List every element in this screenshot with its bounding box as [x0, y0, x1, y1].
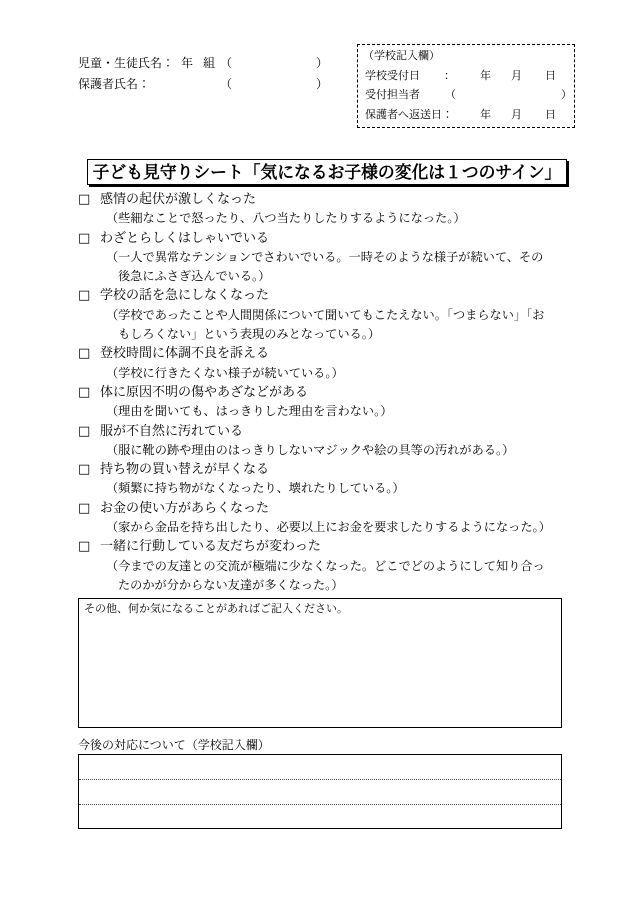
class-label: 組 [203, 56, 216, 70]
school-box-title: （学校記入欄） [363, 49, 440, 62]
checklist-item-label: 学校の話を急にしなくなった [100, 288, 270, 304]
checklist-item-label-line [0, 460, 640, 479]
checkbox: □ [78, 192, 91, 207]
checklist-item-label-line [0, 286, 640, 305]
guardian-name-paren-open: （ [220, 77, 233, 91]
other-concerns-prompt: その他、何か気になることがあればご記入ください。 [84, 602, 348, 615]
checklist-item-label: お金の使い方があらくなった [100, 500, 270, 516]
checklist-item [0, 286, 640, 344]
checkbox: □ [78, 539, 91, 555]
other-concerns-box [78, 598, 562, 728]
received-day-label: 日 [545, 69, 556, 82]
student-name-paren-close: ） [316, 56, 329, 70]
received-month-label: 月 [511, 69, 522, 82]
school-use-box [357, 44, 575, 128]
returned-month-label: 月 [511, 108, 522, 121]
checklist-item-label: 一緒に行動している友だちが変わった [100, 539, 321, 555]
checklist-item-label-line [0, 190, 640, 209]
returned-date-label: 保護者へ返送日： [365, 108, 453, 121]
response-box [78, 754, 562, 829]
checklist-item [0, 383, 640, 422]
guardian-name-label: 保護者氏名： [78, 77, 151, 91]
checklist-item-detail-continued: 後急にふさぎ込んでいる。） [118, 269, 271, 284]
checklist-item-detail: （今までの友達との交流が極端に少なくなった。どこでどのようにして知り合っ [106, 558, 545, 573]
checkbox: □ [78, 500, 91, 516]
checkbox: □ [78, 462, 91, 478]
checklist-item-label: 服が不自然に汚れている [100, 423, 244, 439]
checklist-item [0, 537, 640, 595]
checklist [0, 190, 640, 595]
grade-year-label: 年 [181, 56, 194, 70]
checklist-item-detail: （服に靴の跡や理由のはっきりしないマジックや絵の具等の汚れがある。） [106, 442, 515, 457]
checklist-item-label: 登校時間に体調不良を訴える [100, 346, 270, 362]
checkbox: □ [78, 346, 91, 362]
checklist-item-detail: （家から金品を持ち出したり、必要以上にお金を要求したりするようになった。） [106, 520, 551, 535]
checkbox: □ [78, 423, 91, 439]
staff-paren-close: ） [561, 88, 572, 101]
student-name-label: 児童・生徒氏名： [78, 56, 175, 70]
guardian-name-paren-close: ） [316, 77, 329, 91]
checklist-item [0, 422, 640, 461]
checklist-item-detail: （学校であったことや人間関係について聞いてもこたえない。「つまらない」「お [106, 307, 545, 322]
checklist-item [0, 344, 640, 383]
checklist-item-detail: （頻繁に持ち物がなくなったり、壊れたりしている。） [106, 481, 405, 496]
received-date-label: 学校受付日 [365, 69, 420, 82]
checklist-item-label: 体に原因不明の傷やあざなどがある [100, 384, 309, 400]
checklist-item-detail: （些細なことで怒ったり、八つ当たりしたりするようになった。） [106, 211, 466, 226]
checklist-item-label-line [0, 537, 640, 556]
checklist-item-label-line [0, 422, 640, 441]
response-heading: 今後の対応について（学校記入欄） [78, 738, 270, 752]
staff-paren-open: （ [445, 88, 456, 101]
checkbox: □ [78, 288, 91, 304]
ruled-line [79, 779, 561, 780]
ruled-line [79, 804, 561, 805]
returned-year-label: 年 [480, 108, 491, 121]
received-date-colon: ： [444, 69, 455, 82]
checklist-item-detail: （学校に行きたくない様子が続いている。） [106, 365, 344, 380]
checkbox: □ [78, 230, 91, 246]
received-year-label: 年 [480, 69, 491, 82]
checklist-item-label-line [0, 383, 640, 402]
checklist-item-detail-continued: たのかが分からない友達が多くなった。） [118, 577, 344, 592]
checklist-item-label: わざとらしくはしゃいでいる [100, 230, 270, 246]
checklist-item-detail: （理由を聞いても、はっきりした理由を言わない。） [106, 404, 393, 419]
checklist-item-label-line [0, 499, 640, 518]
checklist-item-label-line [0, 344, 640, 363]
checklist-item [0, 499, 640, 538]
student-name-paren-open: （ [220, 56, 233, 70]
checklist-item-detail-continued: もしろくない」という表現のみとなっている。） [118, 327, 381, 342]
sheet-title: 子ども見守りシート「気になるお子様の変化は１つのサイン」 [87, 159, 567, 185]
checklist-item-label: 感情の起伏が激しくなった [100, 192, 257, 207]
checklist-item [0, 460, 640, 499]
checklist-item-detail: （一人で異常なテンションでさわいでいる。一時そのような様子が続いて、その [106, 249, 544, 264]
checklist-item [0, 190, 640, 229]
checklist-item [0, 229, 640, 287]
checklist-item-label-line [0, 229, 640, 248]
staff-label: 受付担当者 [365, 88, 420, 101]
checkbox: □ [78, 384, 91, 400]
checklist-item-label: 持ち物の買い替えが早くなる [100, 462, 270, 478]
returned-day-label: 日 [545, 108, 556, 121]
